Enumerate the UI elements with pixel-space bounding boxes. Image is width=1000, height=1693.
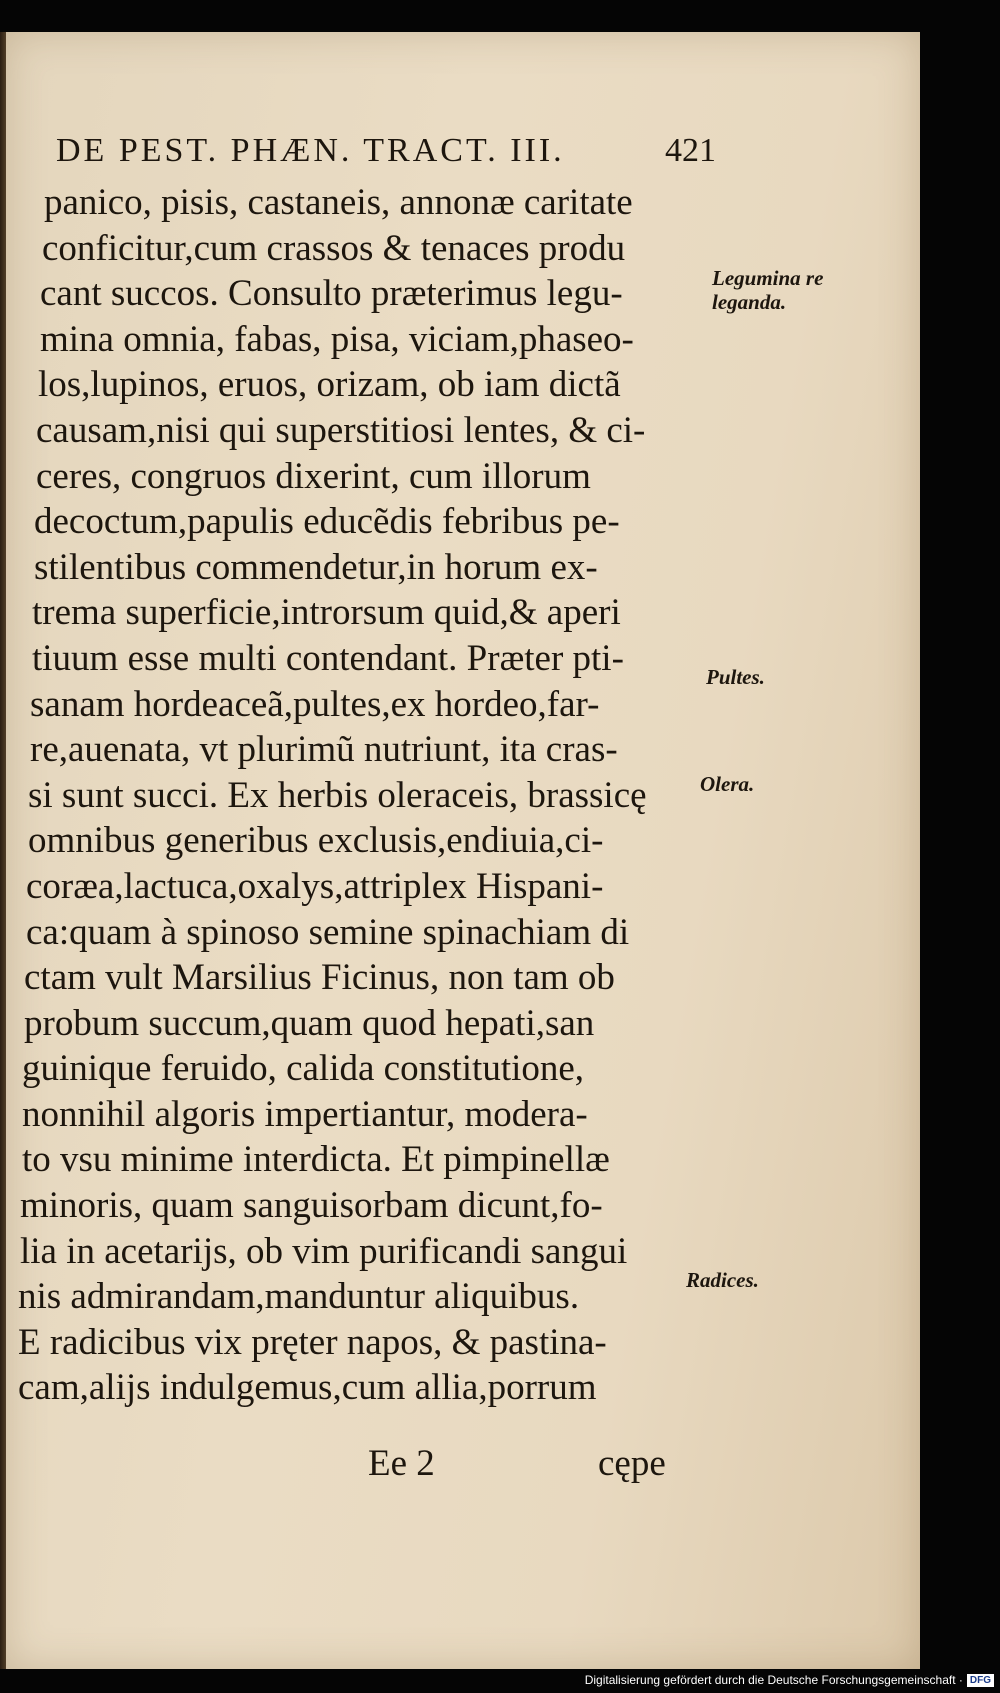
text-line: cam,alijs indulgemus,cum allia,porrum: [18, 1367, 597, 1409]
text-line: causam,nisi qui superstitiosi lentes, & ci-: [36, 409, 646, 451]
main-text-block: [18, 180, 718, 1411]
text-line: cant succos. Consulto præterimus legu-: [40, 273, 623, 315]
text-line: omnibus generibus exclusis,endiuia,ci-: [28, 820, 604, 862]
text-line: panico, pisis, castaneis, annonæ caritate: [44, 182, 633, 223]
marginal-note-olera: Olera.: [700, 772, 755, 796]
catchword: cępe: [598, 1443, 666, 1484]
text-line: re,auenata, vt plurimũ nutriunt, ita cras-: [30, 729, 618, 771]
text-line: nonnihil algoris impertiantur, modera-: [22, 1093, 588, 1135]
text-line: stilentibus commendetur,in horum ex-: [34, 546, 598, 588]
digitization-credit: [585, 1669, 994, 1691]
text-line: coræa,lactuca,oxalys,attriplex Hispani-: [26, 865, 604, 907]
text-line: sanam hordeaceã,pultes,ex hordeo,far-: [30, 683, 600, 725]
signature-mark: Ee 2: [368, 1443, 435, 1484]
text-line: E radicibus vix pręter napos, & pastina-: [18, 1321, 607, 1363]
text-line: lia in acetarijs, ob vim purificandi sangui: [20, 1230, 628, 1272]
marginal-note-legumina: Legumina re leganda.: [712, 266, 824, 314]
text-line: nis admirandam,manduntur aliquibus.: [18, 1276, 580, 1318]
text-line: mina omnia, fabas, pisa, viciam,phaseo-: [40, 318, 634, 360]
text-line: los,lupinos, eruos, orizam, ob iam dictã: [38, 364, 621, 406]
text-line: minoris, quam sanguisorbam dicunt,fo-: [20, 1185, 603, 1227]
text-line: decoctum,papulis educẽdis febribus pe-: [34, 501, 620, 543]
credit-text: Digitalisierung gefördert durch die Deutsche Forschungsgemeinschaft ·: [584, 1673, 963, 1687]
marginal-note-radices: Radices.: [686, 1268, 759, 1292]
text-line: ca:quam à spinoso semine spinachiam di: [26, 911, 630, 953]
text-line: conficitur,cum crassos & tenaces produ: [42, 227, 626, 269]
text-line: trema superficie,introrsum quid,& aperi: [32, 592, 621, 634]
page-number: 421: [665, 132, 716, 169]
dfg-logo: DFG: [967, 1674, 994, 1687]
text-line: guinique feruido, calida constitutione,: [22, 1048, 585, 1090]
text-line: tiuum esse multi contendant. Præter pti-: [32, 637, 624, 679]
text-line: probum succum,quam quod hepati,san: [24, 1002, 595, 1044]
text-line: to vsu minime interdicta. Et pimpinellæ: [22, 1139, 610, 1181]
text-line: si sunt succi. Ex herbis oleraceis, brassicę: [28, 774, 647, 816]
running-header: [56, 132, 716, 170]
text-line: ceres, congruos dixerint, cum illorum: [36, 455, 591, 497]
text-line: ctam vult Marsilius Ficinus, non tam ob: [24, 957, 615, 999]
running-title: DE PEST. PHÆN. TRACT. III.: [56, 132, 565, 169]
marginal-note-pultes: Pultes.: [706, 665, 765, 689]
